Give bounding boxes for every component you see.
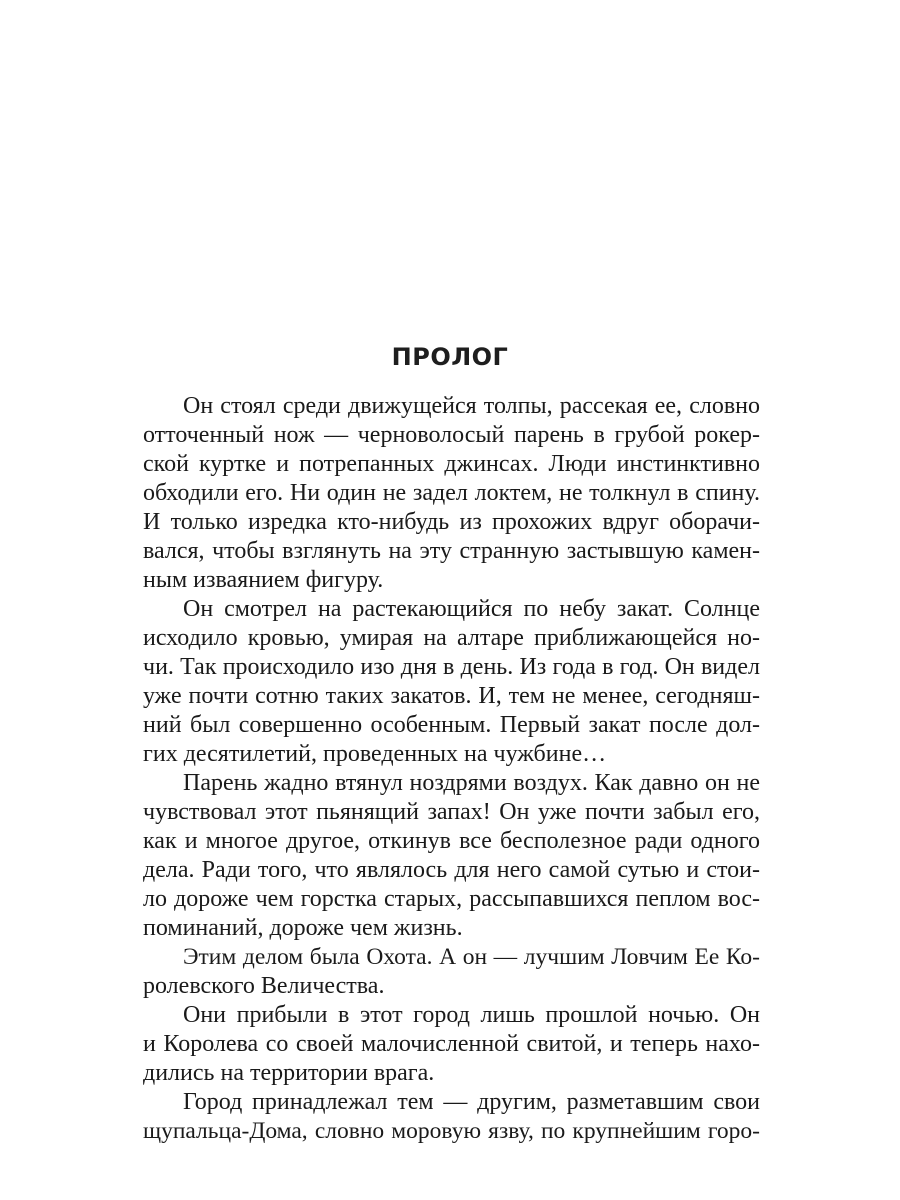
text-line: Они прибыли в этот город лишь прошлой ночью. Он bbox=[183, 1002, 760, 1028]
text-line: Город принадлежал тем — другим, разметавшим свои bbox=[183, 1089, 760, 1115]
chapter-title: ПРОЛОГ bbox=[391, 343, 509, 371]
text-line: ской куртке и потрепанных джинсах. Люди инстинктивно bbox=[143, 451, 760, 477]
text-line: Он смотрел на растекающийся по небу закат. Солнце bbox=[183, 596, 760, 622]
text-line: отточенный нож — черноволосый парень в грубой рокер- bbox=[143, 422, 760, 448]
text-line: вался, чтобы взглянуть на эту странную застывшую камен- bbox=[143, 538, 760, 564]
text-line: ло дороже чем горстка старых, рассыпавшихся пеплом вос- bbox=[143, 886, 760, 912]
text-line: обходили его. Ни один не задел локтем, не толкнул в спину. bbox=[143, 480, 760, 506]
text-line: гих десятилетий, проведенных на чужбине… bbox=[143, 741, 607, 767]
text-line: как и многое другое, откинув все бесполезное ради одного bbox=[143, 828, 760, 854]
text-line: уже почти сотню таких закатов. И, тем не менее, сегодняш- bbox=[143, 683, 760, 709]
text-line: исходило кровью, умирая на алтаре приближающейся но- bbox=[143, 625, 760, 651]
text-line: чи. Так происходило изо дня в день. Из года в год. Он видел bbox=[143, 654, 760, 680]
text-line: И только изредка кто-нибудь из прохожих вдруг оборачи- bbox=[143, 509, 760, 535]
text-line: дела. Ради того, что являлось для него самой сутью и стои- bbox=[143, 857, 760, 883]
text-line: ний был совершенно особенным. Первый закат после дол- bbox=[143, 712, 760, 738]
text-line: и Королева со своей малочисленной свитой, и теперь нахо- bbox=[143, 1031, 760, 1057]
text-line: ролевского Величества. bbox=[143, 973, 385, 999]
text-line: ным изваянием фигуру. bbox=[143, 567, 384, 593]
text-line: щупальца-Дома, словно моровую язву, по крупнейшим горо- bbox=[143, 1118, 760, 1144]
text-line: Этим делом была Охота. А он — лучшим Ловчим Ее Ко- bbox=[183, 944, 760, 970]
text-line: Парень жадно втянул ноздрями воздух. Как давно он не bbox=[183, 770, 760, 796]
chapter-body bbox=[143, 392, 760, 1146]
text-line: чувствовал этот пьянящий запах! Он уже почти забыл его, bbox=[143, 799, 760, 825]
text-line: поминаний, дороже чем жизнь. bbox=[143, 915, 463, 941]
text-line: Он стоял среди движущейся толпы, рассекая ее, словно bbox=[183, 393, 760, 419]
text-line: дились на территории врага. bbox=[143, 1060, 435, 1086]
